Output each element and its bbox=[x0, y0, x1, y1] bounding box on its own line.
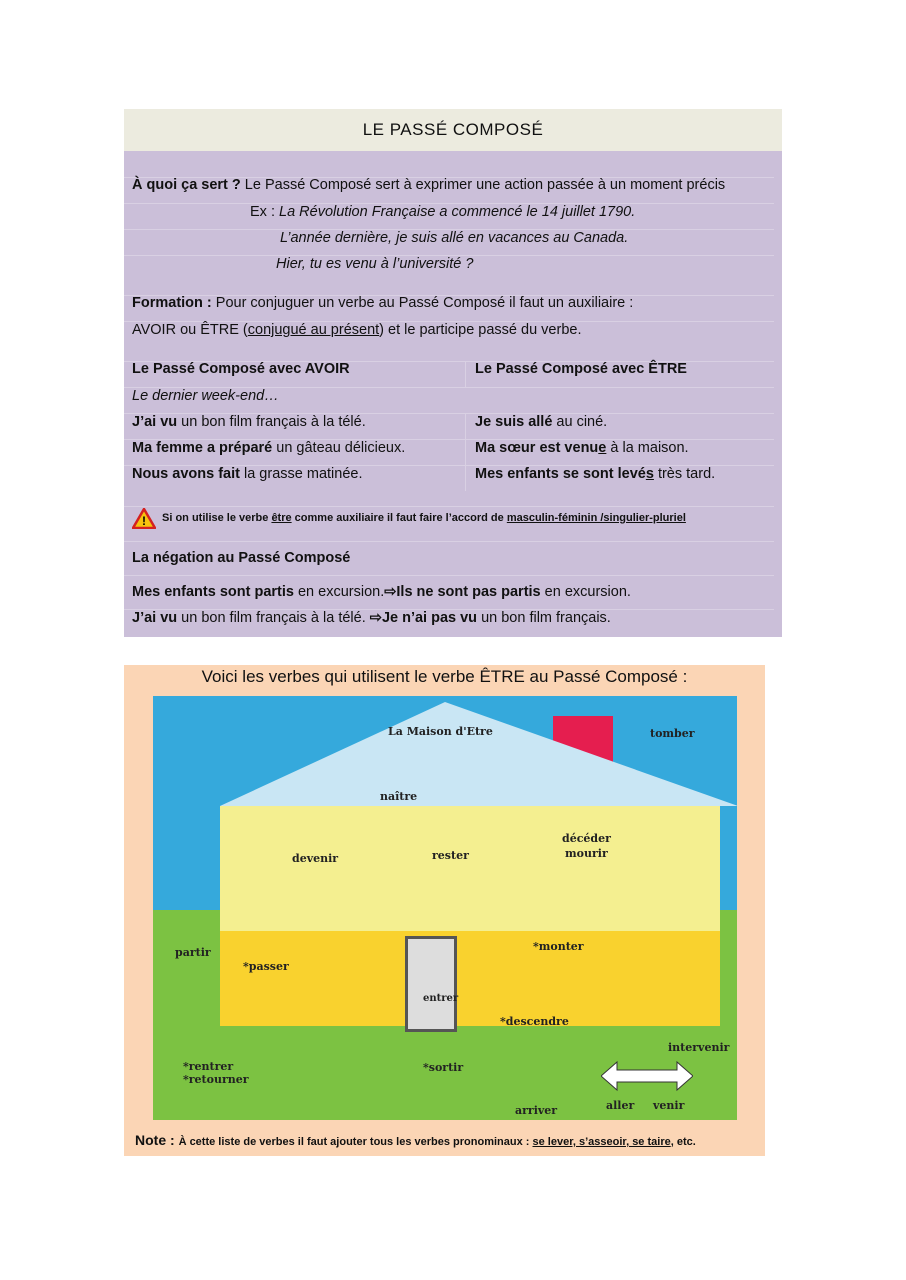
intro-answer: Le Passé Composé sert à exprimer une action passée à un moment précis bbox=[240, 177, 726, 193]
label-partir: partir bbox=[175, 946, 211, 959]
t: , etc. bbox=[670, 1136, 696, 1148]
t: ) et le participe passé du verbe. bbox=[379, 322, 582, 338]
label-naitre: naître bbox=[380, 790, 418, 803]
t: Ils ne sont pas partis bbox=[396, 584, 541, 600]
context: Le dernier week-end… bbox=[132, 388, 279, 404]
formation-line-1 bbox=[132, 295, 633, 311]
ex-label: Ex : bbox=[250, 204, 280, 220]
t: se lever, s’asseoir, se taire bbox=[532, 1136, 671, 1148]
etre-example bbox=[475, 440, 689, 456]
t: Je suis allé bbox=[475, 414, 553, 430]
label-sortir: *sortir bbox=[423, 1061, 464, 1074]
label-venir: venir bbox=[653, 1099, 685, 1112]
t: à la maison. bbox=[606, 440, 689, 456]
svg-text:!: ! bbox=[142, 513, 146, 528]
label-intervenir: intervenir bbox=[668, 1041, 730, 1054]
t: Ma femme a préparé bbox=[132, 440, 273, 456]
label-devenir: devenir bbox=[292, 852, 339, 865]
t: Ma sœur est venu bbox=[475, 440, 599, 456]
maison-detre-illustration bbox=[153, 696, 737, 1120]
t: très tard. bbox=[653, 466, 716, 482]
label-rester: rester bbox=[432, 849, 469, 862]
t: au ciné. bbox=[552, 414, 608, 430]
grammar-panel bbox=[124, 109, 782, 637]
header-etre: Le Passé Composé avec ÊTRE bbox=[475, 361, 687, 377]
label-deceder: décéder bbox=[562, 832, 611, 845]
ex1: La Révolution Française a commencé le 14 juillet 1790. bbox=[279, 204, 636, 220]
example-2: L’année dernière, je suis allé en vacances au Canada. bbox=[280, 230, 629, 246]
example-1 bbox=[250, 204, 635, 220]
label-retourner: *retourner bbox=[183, 1073, 249, 1086]
label-aller: aller bbox=[606, 1099, 635, 1112]
formation-label: Formation : bbox=[132, 295, 212, 311]
t: Mes enfants se sont levé bbox=[475, 466, 646, 482]
warning-icon bbox=[132, 508, 156, 529]
t: comme auxiliaire il faut faire l’accord de bbox=[291, 512, 507, 524]
label-mourir: mourir bbox=[565, 847, 608, 860]
t: un bon film français à la télé. bbox=[177, 414, 366, 430]
note bbox=[135, 1132, 696, 1148]
negation-line bbox=[132, 584, 631, 600]
label-entrer: entrer bbox=[423, 993, 459, 1004]
t: Si on utilise le verbe bbox=[162, 512, 272, 524]
t: un bon film français à la télé. bbox=[177, 610, 370, 626]
label-maison: La Maison d'Etre bbox=[388, 725, 493, 738]
etre-example bbox=[475, 466, 715, 482]
intro-line bbox=[132, 177, 725, 193]
t: s bbox=[645, 466, 654, 482]
t: À cette liste de verbes il faut ajouter tous les verbes pronominaux : bbox=[178, 1136, 533, 1148]
label-rentrer: *rentrer bbox=[183, 1060, 234, 1073]
t: Mes enfants sont partis bbox=[132, 584, 294, 600]
avoir-example bbox=[132, 414, 366, 430]
t: la grasse matinée. bbox=[239, 466, 363, 482]
house-panel bbox=[124, 665, 765, 1156]
page-title: LE PASSÉ COMPOSÉ bbox=[124, 109, 782, 151]
negation-title: La négation au Passé Composé bbox=[132, 550, 351, 566]
t: être bbox=[271, 512, 292, 524]
label-tomber: tomber bbox=[650, 727, 695, 740]
arrow-icon: ⇨ bbox=[369, 610, 382, 626]
label-passer: *passer bbox=[243, 960, 289, 973]
avoir-example bbox=[132, 440, 405, 456]
t: en excursion. bbox=[540, 584, 631, 600]
t: un gâteau délicieux. bbox=[272, 440, 406, 456]
label-arriver: arriver bbox=[515, 1104, 558, 1117]
t: Nous avons fait bbox=[132, 466, 240, 482]
t: masculin-féminin /singulier-pluriel bbox=[506, 512, 686, 524]
t: e bbox=[598, 440, 607, 456]
avoir-example bbox=[132, 466, 362, 482]
t: J’ai vu bbox=[132, 414, 178, 430]
t: AVOIR ou ÊTRE ( bbox=[132, 322, 248, 338]
t: un bon film français. bbox=[477, 610, 611, 626]
label-monter: *monter bbox=[533, 940, 584, 953]
etre-example bbox=[475, 414, 607, 430]
arrow-icon: ⇨ bbox=[384, 584, 397, 600]
t: J’ai vu bbox=[132, 610, 178, 626]
note-label: Note : bbox=[135, 1132, 179, 1148]
house-title: Voici les verbes qui utilisent le verbe ÊTRE au Passé Composé : bbox=[201, 667, 688, 686]
formation-line-2 bbox=[132, 322, 581, 338]
negation-line bbox=[132, 610, 611, 626]
header-avoir: Le Passé Composé avec AVOIR bbox=[132, 361, 350, 377]
t: en excursion. bbox=[293, 584, 385, 600]
example-3: Hier, tu es venu à l’université ? bbox=[276, 256, 474, 272]
t: conjugué au présent bbox=[247, 322, 380, 338]
formation-text: Pour conjuguer un verbe au Passé Composé il faut un auxiliaire : bbox=[211, 295, 634, 311]
warning-line bbox=[132, 507, 686, 529]
intro-question: À quoi ça sert ? bbox=[132, 177, 241, 193]
label-descendre: *descendre bbox=[500, 1015, 569, 1028]
t: Je n’ai pas vu bbox=[381, 610, 478, 626]
